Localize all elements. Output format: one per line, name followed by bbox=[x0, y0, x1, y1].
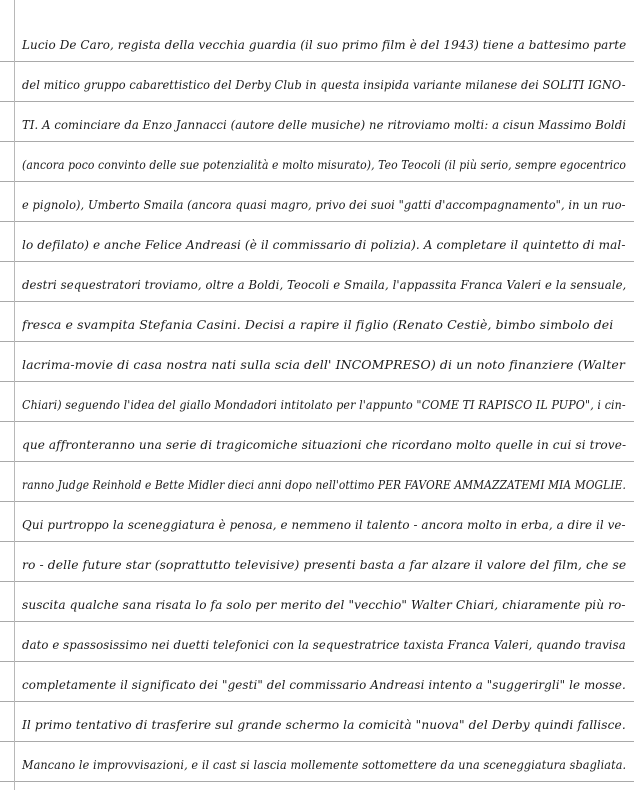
text-line: Qui purtroppo la sceneggiatura è penosa, e nemmeno il talento - ancora molto in erba, a dire il ve- bbox=[22, 517, 626, 532]
text-line: lo defilato) e anche Felice Andreasi (è il commissario di polizia). A completare il quintetto di mal- bbox=[22, 237, 626, 252]
text-line: Mancano le improvvisazioni, e il cast si lascia mollemente sottomettere da una sceneggiatura sbagliata. bbox=[22, 757, 627, 772]
text-line: e pignolo), Umberto Smaila (ancora quasi magro, privo dei suoi "gatti d'accompagnamento", in un ruo- bbox=[22, 197, 626, 212]
text-line: Lucio De Caro, regista della vecchia guardia (il suo primo film è del 1943) tiene a battesimo parte bbox=[22, 37, 627, 52]
text-line: dato e spassosissimo nei duetti telefonici con la sequestratrice taxista Franca Valeri, quando travisa bbox=[22, 637, 626, 652]
text-line: Chiari) seguendo l'idea del giallo Mondadori intitolato per l'appunto "COME TI RAPISCO IL PUPO", i cin- bbox=[22, 397, 626, 412]
text-line: destri sequestratori troviamo, oltre a Boldi, Teocoli e Smaila, l'appassita Franca Valeri e la sensuale, bbox=[22, 277, 627, 292]
text-line: Il primo tentativo di trasferire sul grande schermo la comicità "nuova" del Derby quindi fallisce. bbox=[22, 717, 626, 732]
text-line: ranno Judge Reinhold e Bette Midler dieci anni dopo nell'ottimo PER FAVORE AMMAZZATEMI MIA MOGLIE. bbox=[22, 477, 627, 492]
text-line: del mitico gruppo cabarettistico del Derby Club in questa insipida variante milanese dei SOLITI IGNO- bbox=[22, 77, 626, 92]
text-line: TI. A cominciare da Enzo Jannacci (autore delle musiche) ne ritroviamo molti: a cisun Massimo Boldi bbox=[22, 117, 627, 132]
text-line: lacrima-movie di casa nostra nati sulla scia dell' INCOMPRESO) di un noto finanziere (Walter bbox=[22, 357, 625, 372]
text-line: suscita qualche sana risata lo fa solo per merito del "vecchio" Walter Chiari, chiaramente più ro- bbox=[22, 597, 626, 612]
text-line: que affronteranno una serie di tragicomiche situazioni che ricordano molto quelle in cui si trove- bbox=[22, 437, 627, 452]
text-line: ro - delle future star (soprattutto televisive) presenti basta a far alzare il valore del film, che se bbox=[22, 557, 627, 572]
text-line: (ancora poco convinto delle sue potenzialità e molto misurato), Teo Teocoli (il più serio, sempre egocentrico bbox=[22, 157, 626, 172]
text-line: fresca e svampita Stefania Casini. Decisi a rapire il figlio (Renato Cestiè, bimbo simbolo dei bbox=[22, 317, 614, 332]
margin-line bbox=[14, 0, 15, 790]
text-line: completamente il significato dei "gesti" del commissario Andreasi intento a "suggerirgli" le mosse. bbox=[22, 677, 626, 692]
